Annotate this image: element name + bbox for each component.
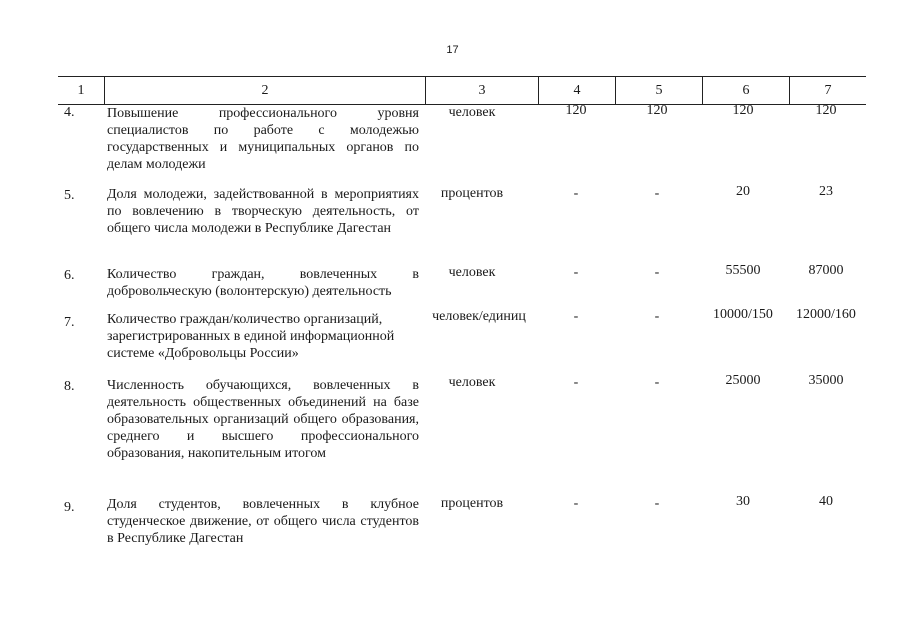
row-value-col6: 25000 [725,373,761,388]
row-unit: процентов [440,186,504,201]
row-description: Повышение профессионального уровня специалистов по работе с молодежью государственных и муниципальных органов по делам молодежи [107,106,419,172]
row-value-col6: 10000/150 [713,307,773,322]
row-value-col7: 120 [815,103,837,118]
row-description: Доля студентов, вовлеченных в клубное студенческое движение, от общего числа студентов в Республике Дагестан [107,497,419,546]
row-value-col5: - [654,186,660,201]
row-value-col7: 35000 [808,373,844,388]
row-value-col5: - [654,265,660,280]
header-cell-1: 1 [77,83,85,98]
row-value-col6: 20 [736,184,750,199]
row-unit: человек [448,105,496,120]
row-value-col5: - [654,309,660,324]
row-number: 8. [64,379,75,394]
header-cell-5: 5 [655,83,663,98]
row-value-col6: 55500 [725,263,761,278]
row-unit: процентов [440,496,504,511]
row-value-col4: - [573,496,579,511]
header-cell-4: 4 [573,83,581,98]
row-description: Доля молодежи, задействованной в мероприятиях по вовлечению в творческую деятельность, от общего числа молодежи в Республике Дагестан [107,187,419,236]
row-value-col4: - [573,186,579,201]
row-unit: человек [448,375,496,390]
row-value-col4: 120 [565,103,587,118]
row-unit: человек [448,265,496,280]
row-description: Количество граждан, вовлеченных в добровольческую (волонтерскую) деятельность [107,267,419,299]
row-value-col4: - [573,375,579,390]
table-header-row [58,76,866,105]
row-value-col7: 40 [819,494,833,509]
row-number: 6. [64,268,75,283]
row-number: 9. [64,500,75,515]
header-cell-6: 6 [742,83,750,98]
row-value-col5: - [654,496,660,511]
row-unit: человек/единиц [432,309,526,324]
row-value-col5: 120 [646,103,668,118]
row-value-col5: - [654,375,660,390]
header-cell-7: 7 [824,83,832,98]
header-cell-2: 2 [261,83,269,98]
row-value-col7: 87000 [808,263,844,278]
row-value-col6: 120 [732,103,754,118]
header-cell-3: 3 [478,83,486,98]
row-number: 5. [64,188,75,203]
row-value-col4: - [573,265,579,280]
row-number: 4. [64,105,75,120]
page-number: 17 [446,44,459,56]
row-value-col4: - [573,309,579,324]
row-value-col7: 23 [819,184,833,199]
row-number: 7. [64,315,75,330]
row-value-col6: 30 [736,494,750,509]
row-value-col7: 12000/160 [796,307,856,322]
row-description: Численность обучающихся, вовлеченных в деятельность общественных объединений на базе образовательных организаций общего образования, среднего и высшего профессионального образования, накопительным итогом [107,378,419,461]
row-description: Количество граждан/количество организаций, зарегистрированных в единой информационной системе «Добровольцы России» [107,312,395,361]
